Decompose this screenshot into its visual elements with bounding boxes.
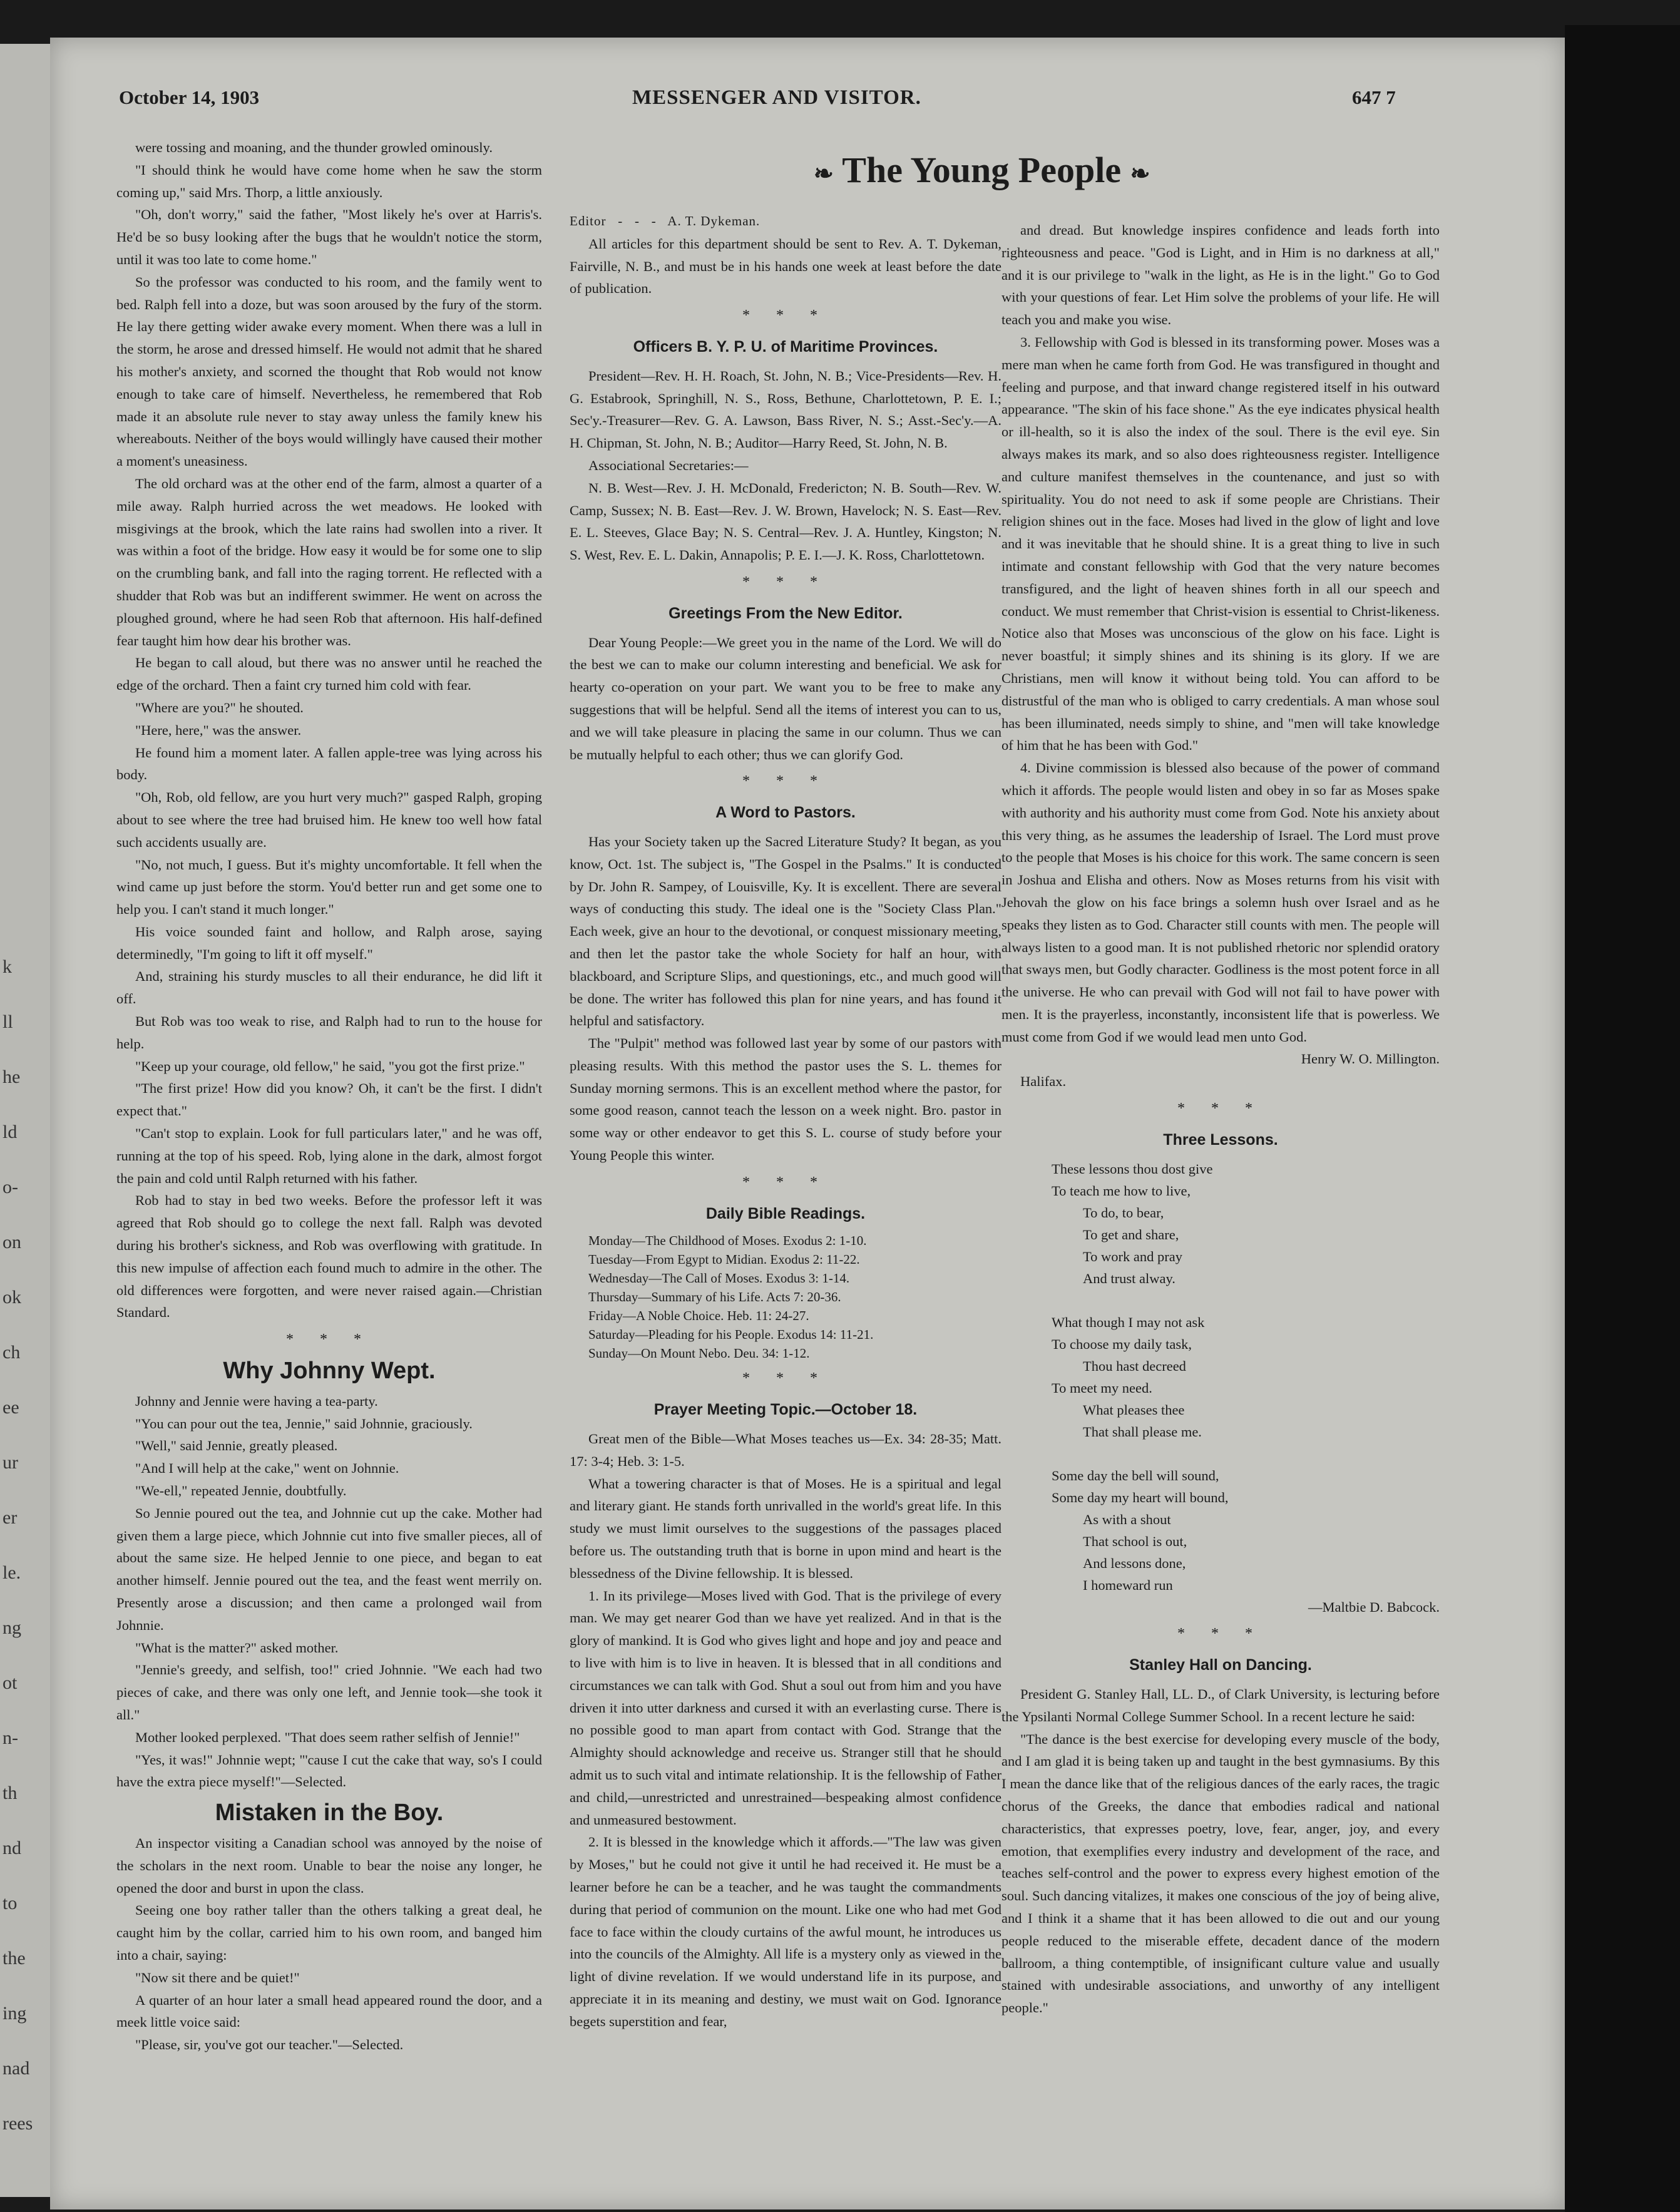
poem-line: Some day the bell will sound, xyxy=(1052,1467,1219,1483)
prayer-subtitle: Great men of the Bible—What Moses teaches us—Ex. 34: 28-35; Matt. 17: 3-4; Heb. 3: 1-5. xyxy=(570,1431,1001,1469)
poem-line: And trust alway. xyxy=(1083,1270,1175,1286)
story-continuation xyxy=(116,136,542,1324)
previous-page-fragment: nd xyxy=(3,1838,21,1858)
paragraph: 2. It is blessed in the knowledge which it affords.—"The law was given by Moses," but he could not give it until he had received it. He must be a learner before he can be a teacher, and he was taught the commandments during that period of communion on the mount. Like one who had met God face to face within the cloudy curtains of the awful mount, he introduces us into the councils of the Almighty. All life is a mystery only as viewed in the light of divine revelation. If we would understand life in its purpose, and appreciate it in its meaning and destiny, we must wait on God. Ignorance begets superstition and fear, xyxy=(570,1834,1001,2029)
section-divider: * * * xyxy=(742,307,829,324)
young-people-heading xyxy=(814,149,1150,191)
paragraph: "Here, here," was the answer. xyxy=(135,722,302,738)
paragraph: "What is the matter?" asked mother. xyxy=(135,1639,339,1656)
dancing-title: Stanley Hall on Dancing. xyxy=(1129,1656,1312,1674)
previous-page-fragment: ch xyxy=(3,1342,21,1363)
reading-item: Sunday—On Mount Nebo. Deu. 34: 1-12. xyxy=(588,1346,810,1361)
paragraph: "Where are you?" he shouted. xyxy=(135,699,304,715)
previous-page-fragment: ee xyxy=(3,1397,19,1418)
editor-label: Editor xyxy=(570,213,607,228)
poem-line: These lessons thou dost give xyxy=(1052,1160,1213,1177)
assoc-label: Associational Secretaries:— xyxy=(588,457,749,473)
paragraph: "Well," said Jennie, greatly pleased. xyxy=(135,1438,338,1454)
reading-item: Friday—A Noble Choice. Heb. 11: 24-27. xyxy=(588,1308,809,1324)
previous-page-fragment: ld xyxy=(3,1122,18,1142)
issue-date: October 14, 1903 xyxy=(119,86,260,108)
paragraph: Seeing one boy rather taller than the others talking a great deal, he caught him by the collar, carried him to his own room, and banged him into a chair, saying: xyxy=(116,1902,542,1963)
poem-line: What pleases thee xyxy=(1083,1401,1185,1418)
signature-place: Halifax. xyxy=(1020,1073,1067,1090)
johnny-article xyxy=(116,1390,542,1793)
poem-line: To do, to bear, xyxy=(1083,1204,1164,1221)
section-divider: * * * xyxy=(1177,1626,1264,1642)
editor-line: Editor - - - A. T. Dykeman. xyxy=(570,213,761,228)
assoc-text: N. B. West—Rev. J. H. McDonald, Fredericton; N. B. South—Rev. W. Camp, Sussex; N. B. East—Rev. J. W. Brown, Havelock; N. S. East—Rev. E. L. Steeves, Glace Bay; N. S. Central—Rev. J. A. Huntley, Kingston; N. S. West, Rev. E. L. Dakin, Annapolis; P. E. I.—J. K. Ross, Charlottetown. xyxy=(570,479,1001,563)
signature: Henry W. O. Millington. xyxy=(1301,1051,1440,1067)
section-divider: * * * xyxy=(286,1331,372,1348)
paragraph: 4. Divine commission is blessed also because of the power of command which it affords. The people would listen and obey in so far as Moses spake with authority and his authority must come from God. Note his anxiety about this very thing, as he assumes the leadership of Israel. The Lord must prove to the people that Moses is his choice for this work. The same concern is seen in Joshua and Elisha and others. Now as Moses returns from his visit with Jehovah the glow on his face brings a solemn hush over Israel and as he speaks they listen as to God. Character still counts with men. The people will always listen to a good man. It is not published rhetoric nor splendid oratory that sways men, but Godly character. Godliness is the most potent force in all the universe. He who can prevail with God will not fail to have power with men. It is the prayerless, inconstantly, inconsistent life that is powerless. We must come from God if we would lead men unto God. xyxy=(1001,760,1440,1045)
paragraph: So the professor was conducted to his room, and the family went to bed. Ralph fell into a doze, but was soon aroused by the fury of the storm. He lay there getting wider awake every moment. When there was a lull in the storm, he arose and dressed himself. He would not admit that he shared his mother's anxiety, and scorned the thought that Rob would not know enough to take care of himself. Nevertheless, he remembered that Rob made it an absolute rule never to stay away unless the family knew his whereabouts. Neither of the boys would willingly have caused their mother a moment's uneasiness. xyxy=(116,274,542,469)
paragraph: "Jennie's greedy, and selfish, too!" cried Johnnie. "We each had two pieces of cake, and there was only one left, and Jennie took—she took it all." xyxy=(116,1662,542,1723)
poem-line xyxy=(1052,1289,1440,1311)
publication-name: MESSENGER AND VISITOR. xyxy=(632,86,921,109)
paragraph: "You can pour out the tea, Jennie," said Johnnie, graciously. xyxy=(135,1415,473,1431)
prayer-title: Prayer Meeting Topic.—October 18. xyxy=(653,1401,918,1419)
previous-page-fragment: le. xyxy=(3,1562,21,1583)
poem-line: To teach me how to live, xyxy=(1052,1182,1191,1199)
young-people-title: The Young People xyxy=(842,150,1122,190)
poem-line: As with a shout xyxy=(1083,1511,1171,1527)
paragraph: But Rob was too weak to rise, and Ralph had to run to the house for help. xyxy=(116,1013,542,1052)
poem-line: And lessons done, xyxy=(1083,1555,1186,1571)
poem-line: What though I may not ask xyxy=(1052,1314,1205,1330)
previous-page-fragment: rees xyxy=(3,2113,33,2134)
poem-line: To work and pray xyxy=(1083,1248,1183,1264)
greetings-title: Greetings From the New Editor. xyxy=(668,604,903,622)
previous-page-fragment: nad xyxy=(3,2058,30,2079)
boy-article xyxy=(116,1832,542,2056)
moses-continuation xyxy=(1001,219,1440,1048)
paragraph: were tossing and moaning, and the thunder growled ominously. xyxy=(135,140,493,155)
pastors-title: A Word to Pastors. xyxy=(715,804,856,822)
pastors-text-2: The "Pulpit" method was followed last year by some of our pastors with pleasing results. With this method the pastor uses the S. L. themes for Sunday morning sermons. This is an excellent method where the pastor, for some good reason, cannot teach the lesson on a week night. Bro. pastor in some way or other endeavor to get this S. L. course of study before your Young People this winter. xyxy=(570,1035,1001,1164)
scan-border xyxy=(1565,25,1680,2212)
paragraph: "The first prize! How did you know? Oh, it can't be the first. I didn't expect that." xyxy=(116,1080,542,1119)
previous-page-fragment: to xyxy=(3,1893,18,1913)
poem-line: To get and share, xyxy=(1083,1226,1179,1242)
paragraph: and dread. But knowledge inspires confidence and leads forth into righteousness and peace. "God is Light, and in Him is no darkness at all," and it is our privilege to "walk in the light, as He is in the light." Go to God with your questions of fear. Let Him solve the problems of your life. He will teach you and make you wise. xyxy=(1001,222,1440,328)
paragraph: 3. Fellowship with God is blessed in its transforming power. Moses was a mere man when he came forth from God. He was transfigured in thought and feeling and purpose, and that inward change registered itself in his outward appearance. "The skin of his face shone." As the eye indicates physical health or ill-health, so it is also the index of the soul. There is the evil eye. Sin always makes its mark, and so also does righteousness register. Intelligence and culture manifest themselves in the countenance, and just so with spirituality. You do not need to ask if some people are Christians. Their religion shines out in the face. Moses had lived in the glow of light and love and it was inevitable that he should shine. It is a great thing to live in such intimate and constant fellowship with God that the very nature becomes transfigured, and the light of heaven shines forth in all our speech and conduct. We must remember that Christ-vision is essential to Christ-likeness. Notice also that Moses was unconscious of the glow on his face. Light is never boastful; it simply shines and its shining is its glory. If we are Christians, men will know it without being told. You can afford to be distrustful of the man who is obliged to carry credentials. A man whose soul has been illuminated, needs simply to shine, and "men will take knowledge of him that he has been with God." xyxy=(1001,334,1440,754)
reading-item: Wednesday—The Call of Moses. Exodus 3: 1-14. xyxy=(588,1271,850,1286)
johnny-title: Why Johnny Wept. xyxy=(223,1358,436,1385)
previous-page-fragment: ok xyxy=(3,1287,21,1308)
readings-list xyxy=(570,1231,1001,1363)
paragraph: An inspector visiting a Canadian school was annoyed by the noise of the scholars in the next room. Unable to bear the noise any longer, he opened the door and burst in upon the class. xyxy=(116,1835,542,1896)
editor-name: A. T. Dykeman. xyxy=(667,213,761,228)
paragraph: 1. In its privilege—Moses lived with God. That is the privilege of every man. We may get nearer God than we have yet realized. And in that is the glory of mankind. It is God who gives light and hope and joy and peace and to live with him is to live in heaven. It is blessed that in all conditions and circumstances we can talk with God. Shut a soul out from him and you have driven it into utter darkness and cursed it with an everlasting curse. There is no possible good to man apart from contact with God. Strange that the Almighty should acknowledge and receive us. Stranger still that he should admit us to such vital and intimate relationship. It is the fellowship of Father and child,—unrestricted and unrestrained—bespeaking almost confidence and unmeasured bestowment. xyxy=(570,1587,1001,1828)
previous-page-fragment: he xyxy=(3,1067,21,1087)
previous-page-fragment: er xyxy=(3,1507,18,1528)
previous-page-fragment: the xyxy=(3,1948,26,1969)
paragraph: "Yes, it was!" Johnnie wept; "'cause I cut the cake that way, so's I could have the extra piece myself!"—Selected. xyxy=(116,1751,542,1790)
pastors-text-1: Has your Society taken up the Sacred Literature Study? It began, as you know, Oct. 1st. The subject is, "The Gospel in the Psalms." It is conducted by Dr. John R. Sampey, of Louisville, Ky. It is excellent. There are several ways of conducting this study. The ideal one is the "Society Class Plan." Each week, give an hour to the devotional, or conquest missionary meeting, and then let the pastor take the whole Society for half an hour, with blackboard, and Scripture Slips, and questionings, etc., and much good will be done. The writer has followed this plan for nine years, and has found it helpful and satisfactory. xyxy=(570,833,1001,1029)
reading-item: Thursday—Summary of his Life. Acts 7: 20-36. xyxy=(588,1289,841,1305)
leaf-ornament-icon: ❧ xyxy=(1130,161,1150,188)
paragraph: He began to call aloud, but there was no answer until he reached the edge of the orchard. Then a faint cry turned him cold with fear. xyxy=(116,655,542,694)
column-middle xyxy=(570,210,1001,2033)
paragraph: "Please, sir, you've got our teacher."—Selected. xyxy=(135,2037,404,2053)
boy-title: Mistaken in the Boy. xyxy=(215,1800,444,1826)
readings-title: Daily Bible Readings. xyxy=(705,1204,866,1222)
paragraph: Rob had to stay in bed two weeks. Before the professor left it was agreed that Rob should go to college the next fall. Ralph was devoted during his brother's sickness, and Rob was overflowing with gratitude. In this new impulse of affection each found much to admire in the other. The old differences were forgotten, and were never raised again.—Christian Standard. xyxy=(116,1192,542,1321)
paragraph: "No, not much, I guess. But it's mighty uncomfortable. It fell when the wind came up just before the storm. You'd better run and get some one to help you. I can't stand it much longer." xyxy=(116,856,542,918)
poem-line: Some day my heart will bound, xyxy=(1052,1489,1229,1505)
section-divider: * * * xyxy=(742,1370,829,1387)
poem-line xyxy=(1052,1443,1440,1465)
officers-text: President—Rev. H. H. Roach, St. John, N. B.; Vice-Presidents—Rev. H. G. Estabrook, Springhill, N. S., Ross, Bethune, Charlottetown, P. E. I.; Sec'y.-Treasurer—Rev. G. A. Lawson, Bass River, N. S.; Asst.-Sec'y.—A. H. Chipman, St. John, N. B.; Auditor—Harry Reed, St. John, N. B. xyxy=(570,367,1001,451)
leaf-ornament-icon: ❧ xyxy=(814,161,834,188)
paragraph: "I should think he would have come home when he saw the storm coming up," said Mrs. Thorp, a little anxiously. xyxy=(116,161,542,200)
reading-item: Saturday—Pleading for his People. Exodus 14: 11-21. xyxy=(588,1327,874,1343)
paragraph: "Oh, Rob, old fellow, are you hurt very much?" gasped Ralph, groping about to see where the tree had bruised him. He knew too well how fatal such accidents usually are. xyxy=(116,789,542,850)
officers-title: Officers B. Y. P. U. of Maritime Provinces. xyxy=(633,337,938,356)
intro-text: All articles for this department should be sent to Rev. A. T. Dykeman, Fairville, N. B., and must be in his hands one week at least before the date of publication. xyxy=(570,235,1001,297)
previous-page-fragment: ing xyxy=(3,2003,27,2024)
previous-page-fragment: ur xyxy=(3,1452,18,1473)
paragraph: "And I will help at the cake," went on Johnnie. xyxy=(135,1460,399,1477)
poem-line: That school is out, xyxy=(1083,1533,1187,1549)
paragraph: And, straining his sturdy muscles to all their endurance, he did lift it off. xyxy=(116,968,542,1007)
section-divider: * * * xyxy=(742,1174,829,1190)
paragraph: So Jennie poured out the tea, and Johnnie cut up the cake. Mother had given them a large piece, which Johnnie cut into five smaller pieces, all of about the same size. He helped Jennie to one piece, and began to eat another himself. Jennie poured out the tea, and the feast went merrily on. Presently arose a discussion; and then came a prolonged wail from Johnnie. xyxy=(116,1505,542,1633)
column-left xyxy=(116,136,542,2056)
previous-page-fragment: th xyxy=(3,1783,18,1803)
section-divider: * * * xyxy=(742,773,829,790)
poem-line: That shall please me. xyxy=(1083,1423,1202,1440)
paragraph: "We-ell," repeated Jennie, doubtfully. xyxy=(135,1483,347,1499)
previous-page-fragment: on xyxy=(3,1232,21,1252)
poem-line: To choose my daily task, xyxy=(1052,1336,1192,1352)
previous-page-edge xyxy=(0,44,50,2197)
prayer-article xyxy=(570,1473,1001,2033)
poem-line: I homeward run xyxy=(1083,1577,1173,1593)
dancing-text-1: President G. Stanley Hall, LL. D., of Clark University, is lecturing before the Ypsilanti Normal College Summer School. In a recent lecture he said: xyxy=(1001,1686,1440,1724)
poem xyxy=(1052,1158,1440,1596)
greetings-text: Dear Young People:—We greet you in the name of the Lord. We will do the best we can to make our column interesting and beneficial. We ask for hearty co-operation on your part. We want you to be free to make any suggestions that will be helpful. Send all the items of interest you can to us, and we will take pleasure in placing the same in our column. Thus we can be mutually helpful to each other; thus we can glorify God. xyxy=(570,634,1001,762)
section-divider: * * * xyxy=(742,573,829,590)
paragraph: The old orchard was at the other end of the farm, almost a quarter of a mile away. Ralph hurried across the wet meadows. He looked with misgivings at the brook, which the late rains had swollen into a river. It was within a foot of the bridge. How easy it would be for some one to slip on the crumbling bank, and fall into the raging torrent. He reflected with a shudder that Rob was but an indifferent swimmer. He went on across the ploughed ground, where he had seen Rob that afternoon. His half-defined fear taught him how dear his brother was. xyxy=(116,475,542,648)
previous-page-fragment: k xyxy=(3,956,12,977)
paragraph: "Now sit there and be quiet!" xyxy=(135,1969,300,1985)
previous-page-fragment: o- xyxy=(3,1177,18,1197)
page-number: 647 7 xyxy=(1352,86,1396,108)
poem-author: —Maltbie D. Babcock. xyxy=(1308,1599,1440,1615)
paragraph: Johnny and Jennie were having a tea-party. xyxy=(135,1393,378,1409)
paragraph: Mother looked perplexed. "That does seem rather selfish of Jennie!" xyxy=(135,1729,520,1745)
paragraph: What a towering character is that of Moses. He is a spiritual and legal and literary giant. He stands forth unrivalled in the world's great life. In this study we must limit ourselves to the suggestions of the passages placed before us. The outstanding truth that is borne in upon mind and heart is the blessedness of the Divine fellowship. It is blessed. xyxy=(570,1475,1001,1581)
paragraph: He found him a moment later. A fallen apple-tree was lying across his body. xyxy=(116,744,542,783)
reading-item: Tuesday—From Egypt to Midian. Exodus 2: 11-22. xyxy=(588,1252,860,1267)
paragraph: "Keep up your courage, old fellow," he said, "you got the first prize." xyxy=(135,1058,525,1074)
column-right xyxy=(1001,219,1440,2019)
previous-page-fragment: ng xyxy=(3,1617,21,1638)
poem-line: Thou hast decreed xyxy=(1083,1358,1186,1374)
lessons-title: Three Lessons. xyxy=(1163,1130,1278,1149)
previous-page-fragment: ot xyxy=(3,1672,18,1693)
section-divider: * * * xyxy=(1177,1100,1264,1117)
paragraph: His voice sounded faint and hollow, and Ralph arose, saying determinedly, "I'm going to lift it off myself." xyxy=(116,923,542,962)
paragraph: "Oh, don't worry," said the father, "Most likely he's over at Harris's. He'd be so busy looking after the bugs that he wouldn't notice the storm, until it was too late to come home." xyxy=(116,207,542,267)
masthead xyxy=(69,86,1433,118)
reading-item: Monday—The Childhood of Moses. Exodus 2: 1-10. xyxy=(588,1233,867,1249)
previous-page-fragment: ll xyxy=(3,1011,13,1032)
paragraph: A quarter of an hour later a small head appeared round the door, and a meek little voice said: xyxy=(116,1992,542,2030)
poem-line: To meet my need. xyxy=(1052,1380,1152,1396)
paragraph: "Can't stop to explain. Look for full particulars later," and he was off, running at the top of his speed. Rob, lying alone in the dark, almost forgot the pain and cold until Ralph returned with his father. xyxy=(116,1125,542,1186)
dancing-text-2: "The dance is the best exercise for developing every muscle of the body, and I am glad it is being taken up and taught in the best gymnasiums. By this I mean the dance like that of the religious dances of the early races, the tragic chorus of the Greeks, the dance that embodies radical and national characteristics, that expresses poetry, love, fear, anger, joy, and every emotion, that exemplifies every industry and development of the race, and teaches self-control and the power to express every highest emotion of the soul. Such dancing vitalizes, it makes one conscious of the joy of being alive, and I think it a shame that it has been allowed to die out and our young people reduced to the miserable effete, decadent dance of the modern ballroom, a thing contemptible, of insignificant culture value and usually stained with undesirable associations, and unworthy of any intelligent people." xyxy=(1001,1731,1440,2016)
previous-page-fragment: n- xyxy=(3,1728,18,1748)
